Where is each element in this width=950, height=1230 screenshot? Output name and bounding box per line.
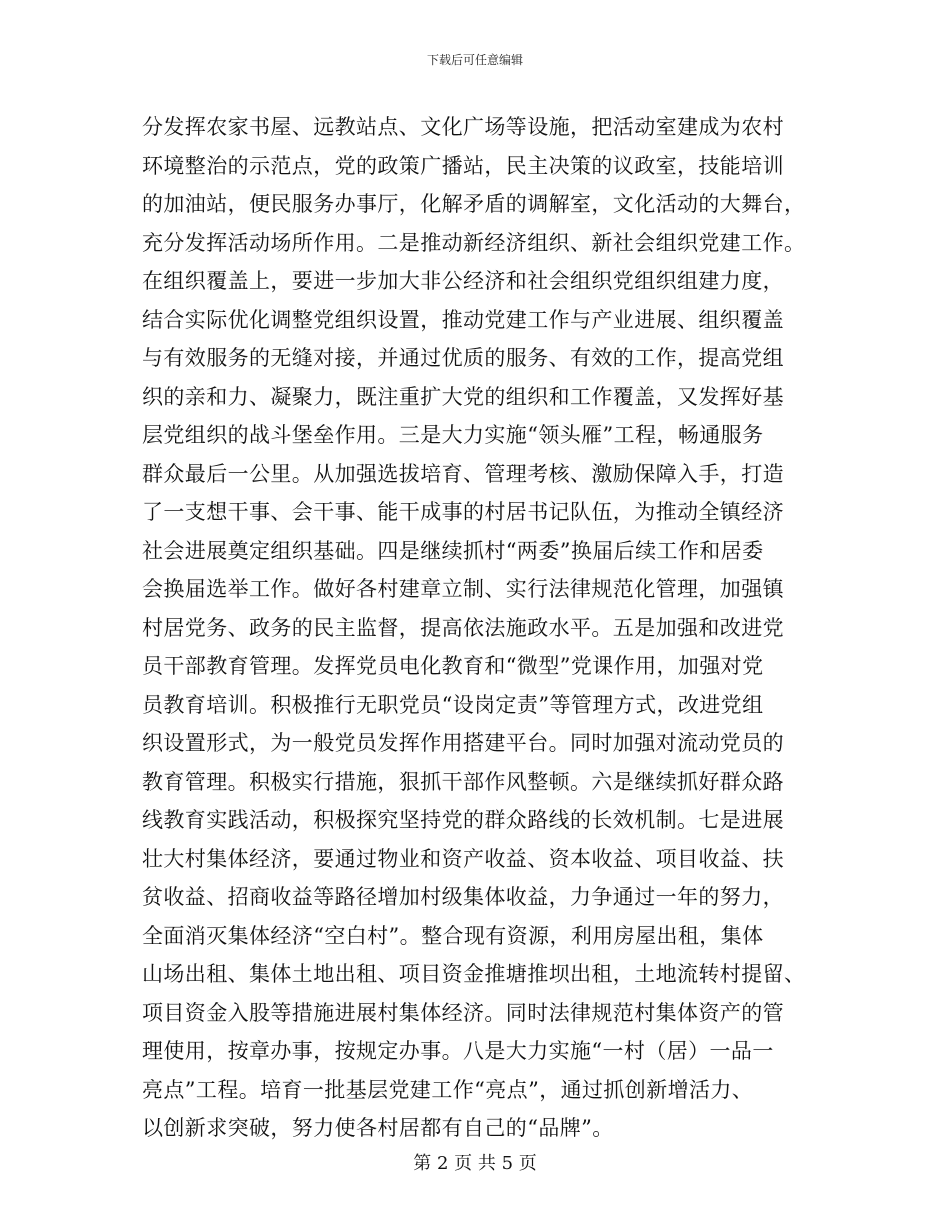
body-text-line: 充分发挥活动场所作用。二是推动新经济组织、新社会组织党建工作。 (142, 230, 806, 255)
body-text-line: 员教育培训。积极推行无职党员“设岗定责”等管理方式，改进党组 (142, 692, 764, 717)
body-text-line: 层党组织的战斗堡垒作用。三是大力实施“领头雁”工程，畅通服务 (142, 423, 764, 447)
body-text-line: 理使用，按章办事，按规定办事。八是大力实施“一村（居）一品一 (142, 1039, 774, 1063)
body-text-line: 群众最后一公里。从加强选拔培育、管理考核、激励保障入手，打造 (142, 461, 784, 486)
body-text-line: 的加油站，便民服务办事厅，化解矛盾的调解室，文化活动的大舞台， (142, 192, 806, 216)
body-text-line: 了一支想干事、会干事、能干成事的村居书记队伍，为推动全镇经济 (142, 500, 784, 524)
body-text-line: 分发挥农家书屋、远教站点、文化广场等设施，把活动室建成为农村 (142, 115, 784, 139)
body-text-line: 以创新求突破，努力使各村居都有自己的“品牌”。 (142, 1116, 614, 1140)
body-text-line: 社会进展奠定组织基础。四是继续抓村“两委”换届后续工作和居委 (142, 538, 764, 563)
body-text-line: 项目资金入股等措施进展村集体经济。同时法律规范村集体资产的管 (142, 1000, 784, 1025)
body-text-line: 壮大村集体经济，要通过物业和资产收益、资本收益、项目收益、扶 (142, 846, 784, 871)
body-text-line: 线教育实践活动，积极探究坚持党的群众路线的长效机制。七是进展 (142, 808, 784, 832)
body-text-line: 环境整治的示范点，党的政策广播站，民主决策的议政室，技能培训 (142, 153, 784, 178)
page-header-note: 下载后可任意编辑 (426, 53, 523, 67)
body-text-line: 亮点”工程。培育一批基层党建工作“亮点”，通过抓创新增活力、 (142, 1077, 754, 1102)
body-text-line: 织的亲和力、凝聚力，既注重扩大党的组织和工作覆盖，又发挥好基 (142, 384, 784, 409)
body-text-line: 全面消灭集体经济“空白村”。整合现有资源，利用房屋出租，集体 (142, 923, 764, 948)
body-text-line: 教育管理。积极实行措施，狠抓干部作风整顿。六是继续抓好群众路 (142, 769, 784, 794)
body-text-line: 会换届选举工作。做好各村建章立制、实行法律规范化管理，加强镇 (142, 577, 784, 601)
body-text-line: 员干部教育管理。发挥党员电化教育和“微型”党课作用，加强对党 (142, 654, 764, 678)
body-text-line: 贫收益、招商收益等路径增加村级集体收益，力争通过一年的努力， (142, 885, 784, 909)
body-text-line: 与有效服务的无缝对接，并通过优质的服务、有效的工作，提高党组 (142, 346, 784, 370)
body-text-line: 村居党务、政务的民主监督，提高依法施政水平。五是加强和改进党 (142, 615, 784, 640)
body-text-line: 在组织覆盖上，要进一步加大非公经济和社会组织党组织组建力度， (142, 269, 784, 293)
document-body (142, 108, 822, 1148)
body-text-line: 结合实际优化调整党组织设置，推动党建工作与产业进展、组织覆盖 (142, 307, 784, 332)
body-text-line: 织设置形式，为一般党员发挥作用搭建平台。同时加强对流动党员的 (142, 731, 784, 755)
body-text-line: 山场出租、集体土地出租、项目资金推塘推坝出租，土地流转村提留、 (142, 962, 806, 986)
page-number: 第 2 页 共 5 页 (413, 1153, 537, 1174)
